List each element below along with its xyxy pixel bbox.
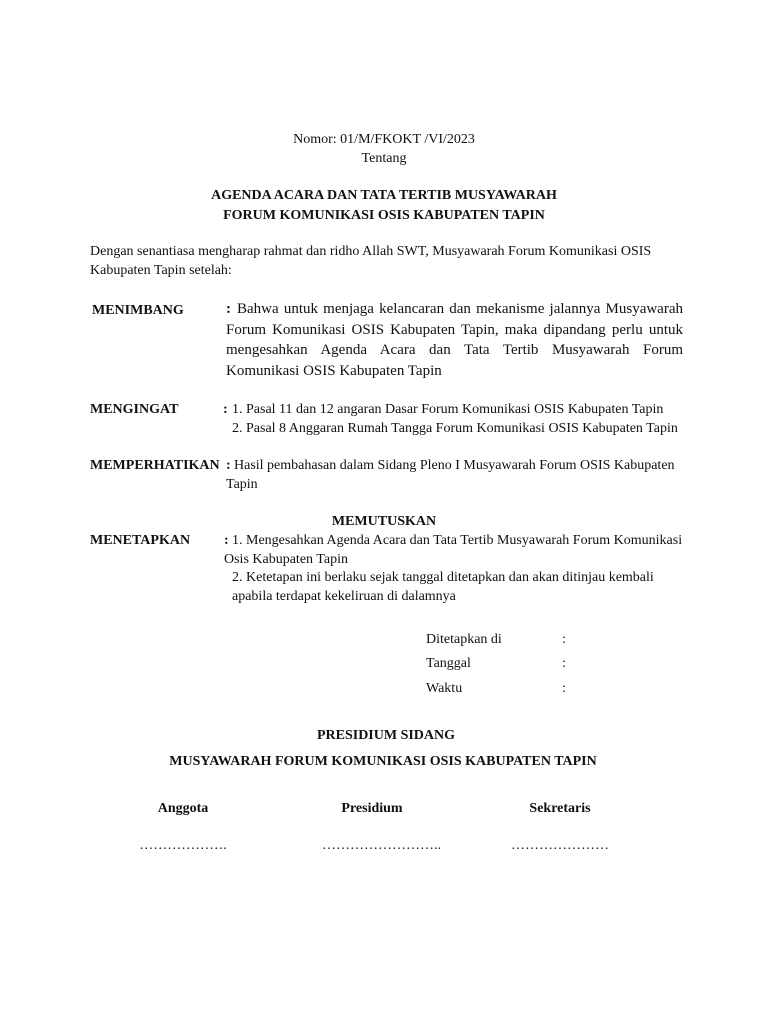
presidium-subheading: MUSYAWARAH FORUM KOMUNIKASI OSIS KABUPATEN TAPIN xyxy=(169,754,597,769)
memutuskan-heading: MEMUTUSKAN xyxy=(331,514,437,529)
signature-role-anggota: Anggota xyxy=(157,801,209,816)
detail-colon-tanggal: : xyxy=(562,656,566,671)
signature-line-anggota: ………………. xyxy=(139,838,227,853)
mengingat-item-1: 1. Pasal 11 dan 12 angaran Dasar Forum Komunikasi OSIS Kabupaten Tapin xyxy=(232,402,664,417)
document-title-line2: FORUM KOMUNIKASI OSIS KABUPATEN TAPIN xyxy=(223,208,545,223)
detail-label-ditetapkan: Ditetapkan di xyxy=(426,632,502,647)
intro-paragraph: Dengan senantiasa mengharap rahmat dan ridho Allah SWT, Musyawarah Forum Komunikasi OSIS Kabupaten Tapin setelah: xyxy=(90,244,652,278)
signature-line-presidium: …………………….. xyxy=(322,838,441,853)
menimbang-text: Bahwa untuk menjaga kelancaran dan mekanisme jalannya Musyawarah Forum Komunikasi OSIS Kabupaten Tapin, maka dipandang perlu untuk mengesahkan Agenda Acara dan Tata Tertib Musyawarah Forum Komunikasi OSIS Kabupaten Tapin xyxy=(226,301,683,379)
detail-label-waktu: Waktu xyxy=(426,681,463,696)
menetapkan-item-2: 2. Ketetapan ini berlaku sejak tanggal ditetapkan dan akan ditinjau kembali apabila terdapat kekeliruan di dalamnya xyxy=(232,570,654,604)
mengingat-colon: : xyxy=(223,402,228,417)
mengingat-item-2: 2. Pasal 8 Anggaran Rumah Tangga Forum Komunikasi OSIS Kabupaten Tapin xyxy=(232,421,678,436)
signature-role-presidium: Presidium xyxy=(341,801,403,816)
menetapkan-label: MENETAPKAN xyxy=(90,533,191,548)
memperhatikan-label: MEMPERHATIKAN xyxy=(90,458,220,473)
signature-role-sekretaris: Sekretaris xyxy=(529,801,591,816)
document-tentang: Tentang xyxy=(361,151,407,166)
presidium-heading: PRESIDIUM SIDANG xyxy=(316,728,456,743)
document-title-line1: AGENDA ACARA DAN TATA TERTIB MUSYAWARAH xyxy=(211,188,557,203)
signature-line-sekretaris: ………………… xyxy=(511,838,609,853)
memperhatikan-colon: : xyxy=(226,458,231,473)
menetapkan-item-1: 1. Mengesahkan Agenda Acara dan Tata Tertib Musyawarah Forum Komunikasi Osis Kabupaten Tapin xyxy=(224,533,683,567)
detail-colon-waktu: : xyxy=(562,681,566,696)
menimbang-colon: : xyxy=(226,301,231,317)
detail-label-tanggal: Tanggal xyxy=(426,656,471,671)
menimbang-label: MENIMBANG xyxy=(92,303,184,318)
mengingat-label: MENGINGAT xyxy=(90,402,179,417)
menetapkan-colon: : xyxy=(224,533,229,548)
document-number: Nomor: 01/M/FKOKT /VI/2023 xyxy=(293,132,475,147)
detail-colon-ditetapkan: : xyxy=(562,632,566,647)
memperhatikan-text: Hasil pembahasan dalam Sidang Pleno I Musyawarah Forum OSIS Kabupaten Tapin xyxy=(226,458,675,492)
